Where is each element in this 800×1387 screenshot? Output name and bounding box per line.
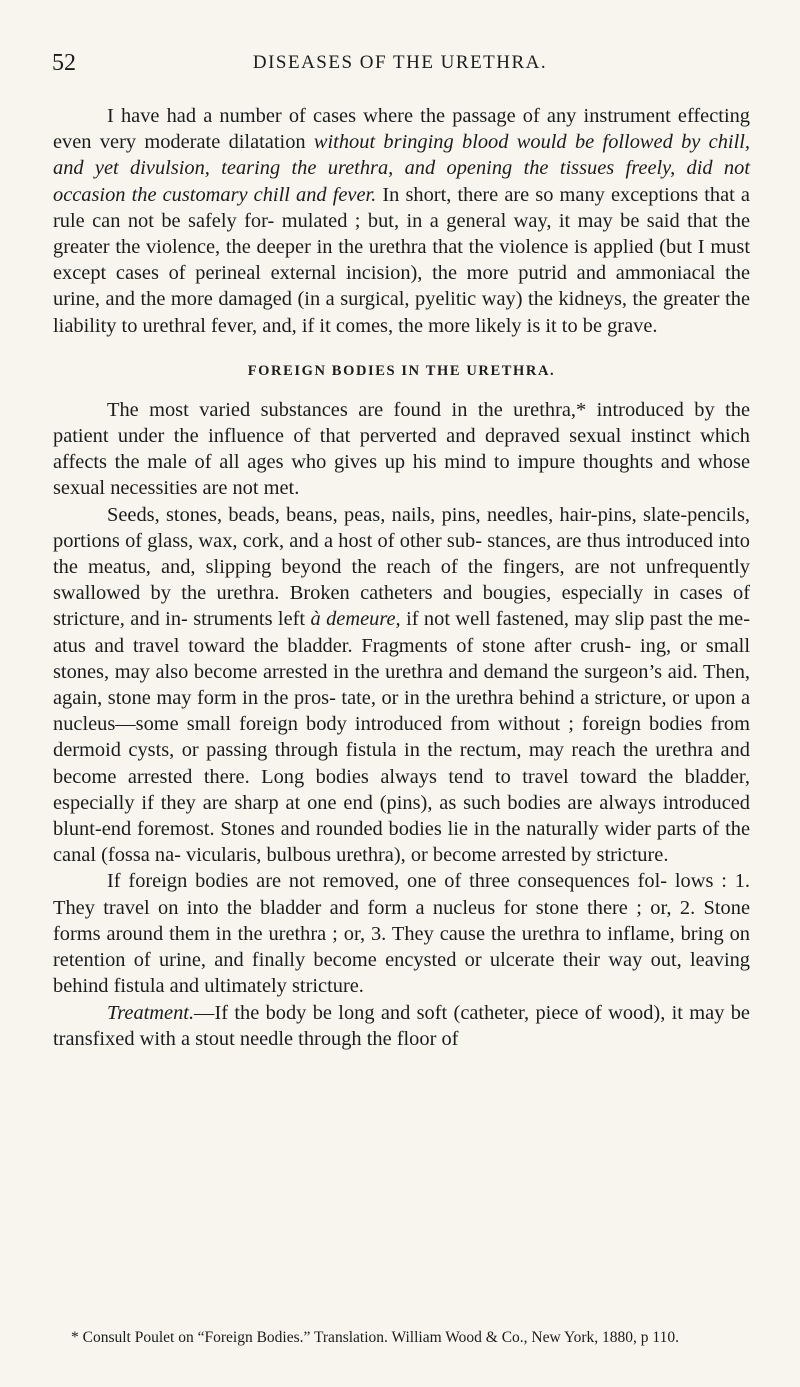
paragraph-text: I have had a number of cases where the passage of any instrument effecting even very moderate dilatation bbox=[53, 105, 750, 154]
paragraph-text: In short, there are so many exceptions that a rule can not be safely for- mulated ; but, in a general way, it may be said that the greater the violence, the deeper in the urethra that the violence is applied (but I must except cases of perineal external incision), the more putrid and ammoniacal the urine, and the more damaged (in a surgical, pyelitic way) the kidneys, the greater the liability to urethral fever, and, if it comes, the more likely is it to be grave. bbox=[53, 183, 750, 337]
paragraph-fever-exceptions bbox=[53, 103, 750, 339]
running-title: DISEASES OF THE URETHRA. bbox=[252, 52, 548, 73]
italic-passage: without bringing blood would be followed by chill, and yet divulsion, tearing the urethra, and opening the tissues freely, did not occasion the customary chill and fever. bbox=[53, 131, 751, 206]
italic-phrase: à demeure, bbox=[310, 608, 401, 631]
treatment-label: Treatment. bbox=[107, 1001, 195, 1024]
paragraph-text: if not well fastened, may slip past the me- atus and travel toward the bladder. Fragments of stone after crush- ing, or small stones, may also become arrested in the urethra and demand the surgeon’s aid. Then, again, stone may form in the pros- tate, or in the urethra behind a stricture, or upon a nucleus—some small foreign body introduced from without ; foreign bodies from dermoid cysts, or passing through fistula in the rectum, may reach the urethra and become arrested there. Long bodies always tend to travel toward the bladder, especially if they are sharp at one end (pins), as such bodies are always introduced blunt-end foremost. Stones and rounded bodies lie in the naturally wider parts of the canal (fossa na- vicularis, bulbous urethra), or become arrested by stricture. bbox=[53, 608, 750, 867]
page-header bbox=[52, 50, 748, 82]
paragraph-text: —If the body be long and soft (catheter, piece of wood), it may be transfixed with a stout needle through the floor of bbox=[53, 1001, 750, 1050]
paragraph-foreign-body-list bbox=[53, 502, 750, 869]
body-text bbox=[53, 103, 750, 1052]
section-heading: FOREIGN BODIES IN THE URETHRA. bbox=[247, 362, 556, 379]
page-number: 52 bbox=[52, 50, 76, 76]
paragraph-text: Seeds, stones, beads, beans, peas, nails, pins, needles, hair-pins, slate-pencils, portions of glass, wax, cork, and a host of other sub- stances, are thus introduced into the meatus, and, slipping beyond the reach of the fingers, are not unfrequently swallowed by the urethra. Broken catheters and bougies, especially in cases of stricture, and in- struments left bbox=[53, 503, 750, 631]
paragraph-treatment bbox=[53, 1000, 750, 1052]
paragraph-consequences: If foreign bodies are not removed, one of three consequences fol- lows : 1. They travel on into the bladder and form a nucleus for stone there ; or, 2. Stone forms around them in the urethra ; or, 3. They cause the urethra to inflame, bring on retention of urine, and finally become encysted or ulcerate their way out, leaving behind fistula and ultimately stricture. bbox=[53, 870, 750, 998]
paragraph-substances: The most varied substances are found in the urethra,* introduced by the patient under the influence of that perverted and depraved sexual instinct which affects the male of all ages who gives up his mind to impure thoughts and whose sexual necessities are not met. bbox=[53, 398, 750, 500]
footnote: * Consult Poulet on “Foreign Bodies.” Translation. William Wood & Co., New York, 1880, p 110. bbox=[71, 1329, 679, 1346]
